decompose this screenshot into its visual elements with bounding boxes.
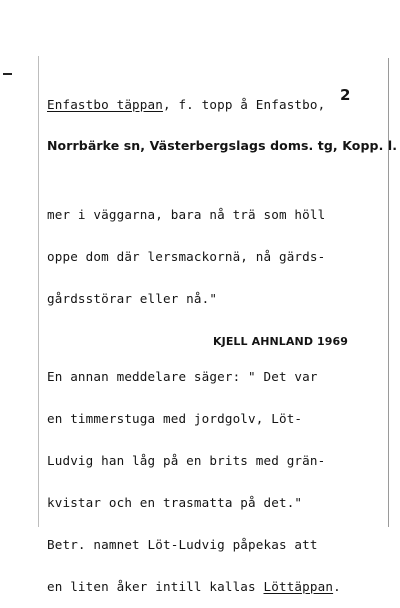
body-line: gårdsstörar eller nå." — [47, 291, 218, 306]
body-line-suffix: . — [333, 579, 341, 594]
heading-rest: , f. topp å Enfastbo, — [162, 97, 326, 112]
page-number: 2 — [340, 86, 351, 104]
related-place-name: Löttäppan — [263, 579, 334, 594]
body-last-line — [47, 580, 341, 594]
card-body — [47, 180, 341, 608]
body-line: kvistar och en trasmatta på det." — [47, 495, 303, 510]
body-line: en timmerstuga med jordgolv, Löt- — [47, 411, 303, 426]
scan-corner-mark — [3, 73, 12, 75]
card-right-edge — [388, 58, 389, 527]
body-line-prefix: en liten åker intill kallas — [47, 579, 264, 594]
parish-location: Norrbärke sn, Västerbergslags doms. tg, Kopp. l. — [47, 138, 398, 153]
place-name: Enfastbo täppan — [47, 97, 163, 112]
card-heading — [47, 98, 325, 112]
body-line: En annan meddelare säger: " Det var — [47, 369, 318, 384]
body-line: mer i väggarna, bara nå trä som höll — [47, 207, 326, 222]
body-line: Ludvig han låg på en brits med grän- — [47, 453, 326, 468]
author-signature: KJELL AHNLAND 1969 — [213, 335, 349, 348]
body-line: Betr. namnet Löt-Ludvig påpekas att — [47, 537, 318, 552]
card-left-edge — [38, 56, 39, 527]
body-line: oppe dom där lersmackornä, nå gärds- — [47, 249, 326, 264]
